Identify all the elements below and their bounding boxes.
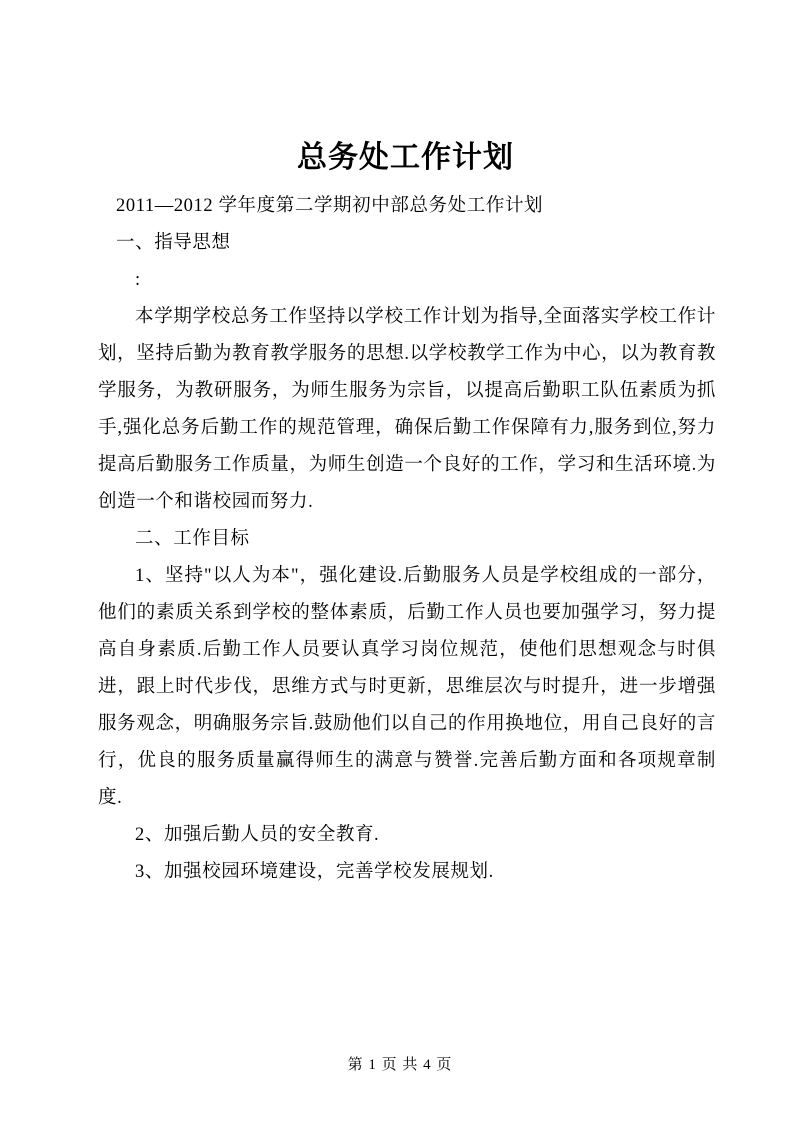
paragraph-guiding-thought: 本学期学校总务工作坚持以学校工作计划为指导,全面落实学校工作计划，坚持后勤为教育教学服务的思想.以学校教学工作为中心，以为教育教学服务，为教研服务，为师生服务为宗旨，以提高后勤职工队伍素质为抓手,强化总务后勤工作的规范管理，确保后勤工作保障有力,服务到位,努力提高后勤服务工作质量，为师生创造一个良好的工作，学习和生活环境.为创造一个和谐校园而努力.	[98, 307, 716, 512]
paragraph-heading-1: 一、指导思想	[116, 233, 231, 253]
paragraph-colon: :	[135, 270, 141, 290]
page-title: 总务处工作计划	[297, 141, 514, 174]
paragraph-goal-1: 1、坚持"以人为本"，强化建设.后勤服务人员是学校组成的一部分，他们的素质关系到学校的整体素质，后勤工作人员也要加强学习，努力提高自身素质.后勤工作人员要认真学习岗位规范，使他们思想观念与时俱进，跟上时代步伐，思维方式与时更新，思维层次与时提升，进一步增强服务观念，明确服务宗旨.鼓励他们以自己的作用换地位，用自己良好的言行，优良的服务质量赢得师生的满意与赞誉.完善后勤方面和各项规章制度.	[98, 566, 716, 808]
paragraph-goal-3: 3、加强校园环境建设，完善学校发展规划.	[135, 862, 494, 882]
paragraph-subtitle: 2011—2012 学年度第二学期初中部总务处工作计划	[116, 196, 544, 216]
page-footer: 第 1 页 共 4 页	[347, 1057, 453, 1073]
paragraph-heading-2: 二、工作目标	[135, 529, 250, 549]
paragraph-goal-2: 2、加强后勤人员的安全教育.	[135, 825, 380, 845]
document-body	[98, 188, 716, 891]
